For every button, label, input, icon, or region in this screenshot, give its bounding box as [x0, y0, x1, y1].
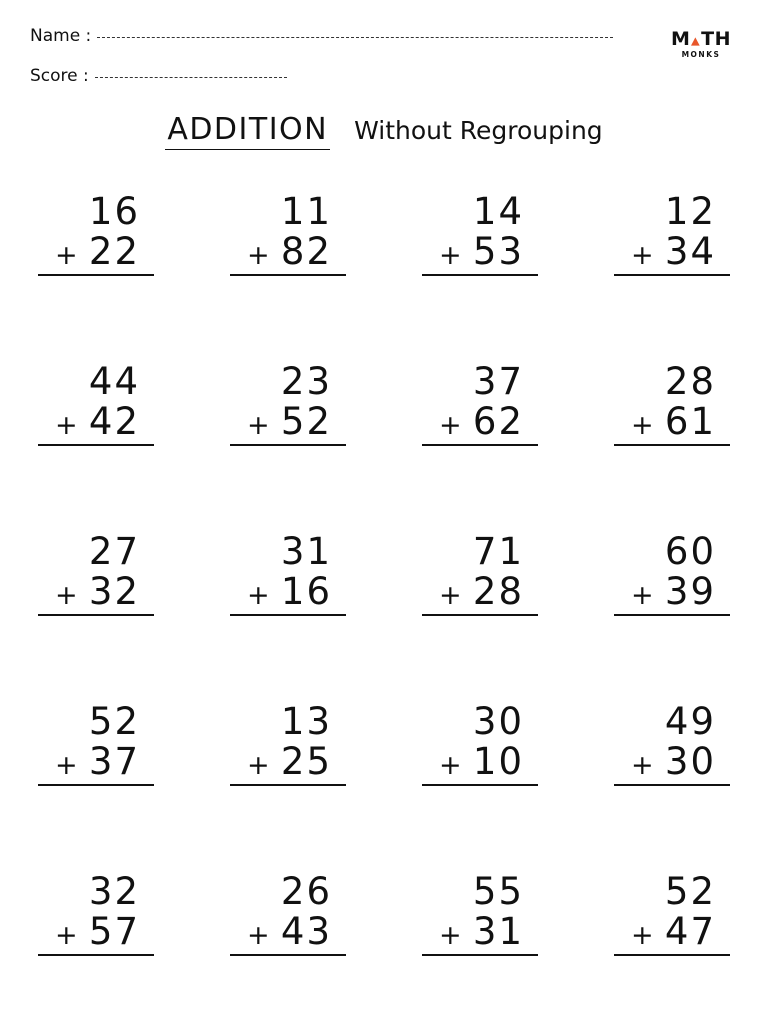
answer-line	[230, 784, 346, 786]
triangle-logo-icon	[691, 34, 700, 49]
addend-top: 30	[472, 700, 524, 743]
addition-problem[interactable]	[422, 870, 538, 986]
addend-bottom: 28	[472, 570, 524, 613]
addend-bottom: 22	[88, 230, 140, 273]
answer-line	[38, 444, 154, 446]
addition-problem[interactable]	[230, 870, 346, 986]
addend-top: 26	[280, 870, 332, 913]
answer-line	[38, 954, 154, 956]
addition-problem[interactable]	[422, 190, 538, 306]
plus-sign: +	[631, 580, 656, 611]
plus-sign: +	[631, 240, 656, 271]
addend-bottom: 53	[472, 230, 524, 273]
addend-top: 12	[664, 190, 716, 233]
addend-bottom: 43	[280, 910, 332, 953]
addend-top: 16	[88, 190, 140, 233]
addition-problem[interactable]	[38, 700, 154, 816]
score-label: Score :	[30, 66, 89, 86]
title-subtitle: Without Regrouping	[354, 116, 603, 145]
plus-sign: +	[247, 920, 272, 951]
addend-top: 37	[472, 360, 524, 403]
addition-problem[interactable]	[614, 870, 730, 986]
addend-top: 27	[88, 530, 140, 573]
answer-line	[614, 954, 730, 956]
name-field[interactable]	[30, 26, 613, 46]
addend-top: 49	[664, 700, 716, 743]
addend-top: 52	[664, 870, 716, 913]
addend-bottom: 30	[664, 740, 716, 783]
addend-bottom: 39	[664, 570, 716, 613]
answer-line	[422, 444, 538, 446]
answer-line	[614, 274, 730, 276]
addend-top: 31	[280, 530, 332, 573]
addend-bottom: 42	[88, 400, 140, 443]
plus-sign: +	[55, 750, 80, 781]
addition-problem[interactable]	[614, 700, 730, 816]
logo-brand	[671, 30, 731, 49]
addend-bottom: 16	[280, 570, 332, 613]
addend-bottom: 52	[280, 400, 332, 443]
answer-line	[38, 274, 154, 276]
addend-bottom: 25	[280, 740, 332, 783]
addend-bottom: 32	[88, 570, 140, 613]
answer-line	[422, 614, 538, 616]
addend-bottom: 31	[472, 910, 524, 953]
plus-sign: +	[247, 410, 272, 441]
addition-problem[interactable]	[422, 530, 538, 646]
plus-sign: +	[439, 410, 464, 441]
addend-top: 14	[472, 190, 524, 233]
plus-sign: +	[631, 920, 656, 951]
addend-top: 28	[664, 360, 716, 403]
plus-sign: +	[439, 750, 464, 781]
answer-line	[422, 784, 538, 786]
addend-top: 44	[88, 360, 140, 403]
addend-bottom: 57	[88, 910, 140, 953]
addend-top: 52	[88, 700, 140, 743]
addition-problem[interactable]	[422, 700, 538, 816]
plus-sign: +	[631, 410, 656, 441]
answer-line	[614, 614, 730, 616]
plus-sign: +	[55, 410, 80, 441]
problem-grid	[38, 190, 730, 986]
addend-top: 32	[88, 870, 140, 913]
name-input-line[interactable]	[97, 37, 613, 38]
logo-brand-left: M	[671, 28, 691, 50]
addition-problem[interactable]	[230, 700, 346, 816]
plus-sign: +	[247, 580, 272, 611]
addend-bottom: 62	[472, 400, 524, 443]
math-monks-logo	[671, 30, 731, 59]
answer-line	[230, 954, 346, 956]
answer-line	[38, 784, 154, 786]
name-label: Name :	[30, 26, 92, 46]
plus-sign: +	[439, 920, 464, 951]
addition-problem[interactable]	[422, 360, 538, 476]
addition-problem[interactable]	[614, 190, 730, 306]
addend-bottom: 82	[280, 230, 332, 273]
addition-problem[interactable]	[38, 870, 154, 986]
addend-top: 60	[664, 530, 716, 573]
addition-problem[interactable]	[38, 530, 154, 646]
plus-sign: +	[247, 240, 272, 271]
answer-line	[38, 614, 154, 616]
plus-sign: +	[631, 750, 656, 781]
plus-sign: +	[439, 580, 464, 611]
answer-line	[230, 614, 346, 616]
addition-problem[interactable]	[230, 360, 346, 476]
addend-top: 13	[280, 700, 332, 743]
answer-line	[614, 784, 730, 786]
addition-problem[interactable]	[38, 360, 154, 476]
answer-line	[230, 444, 346, 446]
addition-problem[interactable]	[230, 190, 346, 306]
addend-top: 55	[472, 870, 524, 913]
plus-sign: +	[55, 240, 80, 271]
addend-top: 71	[472, 530, 524, 573]
addend-bottom: 37	[88, 740, 140, 783]
logo-subtitle: MONKS	[681, 50, 721, 59]
logo-brand-right: TH	[701, 28, 731, 50]
addend-top: 23	[280, 360, 332, 403]
addend-bottom: 10	[472, 740, 524, 783]
plus-sign: +	[55, 580, 80, 611]
answer-line	[422, 274, 538, 276]
plus-sign: +	[55, 920, 80, 951]
addend-top: 11	[280, 190, 332, 233]
addend-bottom: 34	[664, 230, 716, 273]
worksheet-title	[0, 112, 768, 150]
score-field[interactable]	[30, 66, 287, 86]
addend-bottom: 61	[664, 400, 716, 443]
addition-problem[interactable]	[230, 530, 346, 646]
addition-problem[interactable]	[614, 360, 730, 476]
addition-problem[interactable]	[38, 190, 154, 306]
answer-line	[422, 954, 538, 956]
answer-line	[230, 274, 346, 276]
addition-problem[interactable]	[614, 530, 730, 646]
title-main: ADDITION	[165, 112, 330, 150]
score-input-line[interactable]	[95, 77, 287, 78]
plus-sign: +	[247, 750, 272, 781]
answer-line	[614, 444, 730, 446]
addend-bottom: 47	[664, 910, 716, 953]
plus-sign: +	[439, 240, 464, 271]
